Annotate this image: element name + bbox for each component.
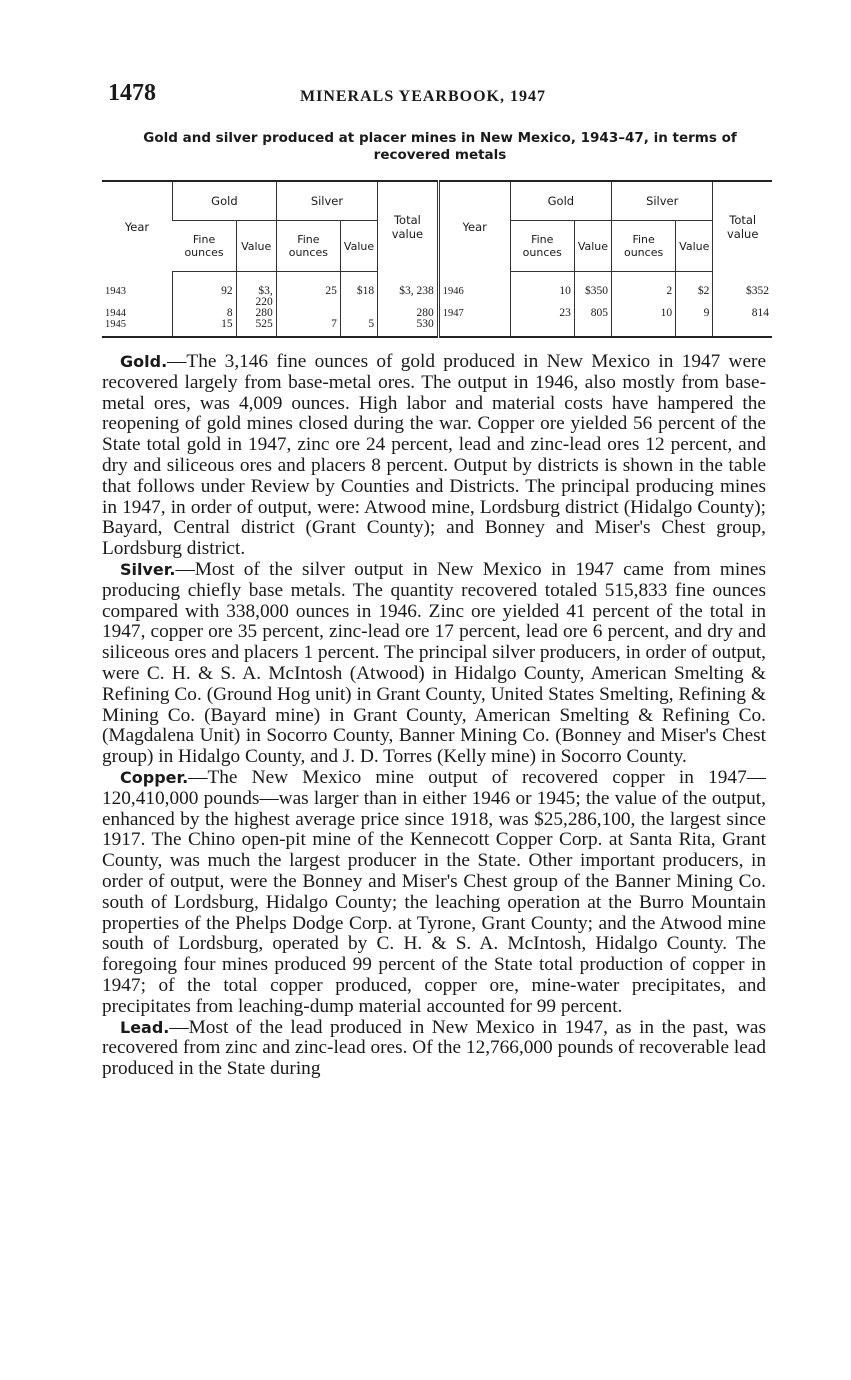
gold-fine-ounces-header: Fine ounces <box>173 221 237 272</box>
total-value-cell: $352 <box>713 272 772 309</box>
silver-value-cell: $18 <box>340 272 377 309</box>
total-value-cell: 280 <box>378 308 439 319</box>
year-cell: 1946 <box>438 272 510 309</box>
year-header: Year <box>102 181 173 272</box>
silver-fine-cell: 2 <box>612 272 676 309</box>
gold-fine-cell: 8 <box>173 308 237 319</box>
silver-fine-ounces-header-right: Fine ounces <box>612 221 676 272</box>
empty-cell <box>510 319 574 337</box>
table-title-line-2: recovered metals <box>373 147 507 163</box>
gold-header: Gold <box>173 181 277 221</box>
silver-value-cell: 5 <box>340 319 377 337</box>
empty-cell <box>612 319 676 337</box>
gold-value-header: Value <box>236 221 276 272</box>
year-cell <box>438 319 510 337</box>
total-value-header: Total value <box>378 181 439 272</box>
silver-fine-ounces-header: Fine ounces <box>276 221 340 272</box>
copper-heading: Copper. <box>120 767 189 787</box>
page-number: 1478 <box>108 80 156 106</box>
year-header-right: Year <box>438 181 510 272</box>
silver-header: Silver <box>276 181 377 221</box>
copper-paragraph <box>102 768 766 1018</box>
empty-cell <box>574 319 611 337</box>
gold-value-cell: 280 <box>236 308 276 319</box>
total-value-cell: 530 <box>378 319 439 337</box>
silver-fine-cell: 10 <box>612 308 676 319</box>
year-cell: 1944 <box>105 308 126 319</box>
table-row <box>102 272 772 309</box>
year-cell: 1945 <box>102 319 173 337</box>
body-text <box>102 352 766 1080</box>
lead-paragraph <box>102 1018 766 1080</box>
gold-value-cell: $350 <box>574 272 611 309</box>
copper-text: —The New Mexico mine output of recovered copper in 1947—120,410,000 pounds—was larger than in either 1946 or 1945; the value of the output, enhanced by the highest average price since 1918, was $25,286,100, the largest since 1917. The Chino open-pit mine of the Kennecott Copper Corp. at Santa Rita, Grant County, was much the largest producer in the State. Other important producers, in order of output, were the Bonney and Miser's Chest group of the Banner Mining Co. south of Lordsburg, Hidalgo County; the leaching operation at the Burro Mountain properties of the Phelps Dodge Corp. at Tyrone, Grant County; and the Atwood mine south of Lordsburg, operated by C. H. & S. A. McIntosh, Hidalgo County. The foregoing four mines produced 99 percent of the State total production of copper in 1947; of the total copper produced, copper ore, mine-water precipitates, and precipitates from leaching-dump material accounted for 99 percent. <box>102 766 766 1017</box>
silver-fine-cell: 7 <box>276 319 340 337</box>
gold-value-header-right: Value <box>574 221 611 272</box>
empty-cell <box>676 319 713 337</box>
silver-value-header: Value <box>340 221 377 272</box>
lead-heading: Lead. <box>120 1017 170 1037</box>
table-title-line-1: Gold and silver produced at placer mines in New Mexico, 1943–47, in terms of <box>143 130 737 146</box>
running-head: MINERALS YEARBOOK, 1947 <box>300 88 546 105</box>
total-value-header-right: Total value <box>713 181 772 272</box>
gold-fine-ounces-header-right: Fine ounces <box>510 221 574 272</box>
silver-value-header-right: Value <box>676 221 713 272</box>
gold-value-cell: 525 <box>236 319 276 337</box>
silver-value-cell: 9 <box>676 308 713 319</box>
gold-fine-cell: 92 <box>173 272 237 309</box>
silver-paragraph <box>102 560 766 768</box>
silver-fine-cell: 25 <box>276 272 340 309</box>
gold-heading: Gold. <box>120 352 168 371</box>
gold-fine-cell: 10 <box>510 272 574 309</box>
table-title <box>100 130 780 164</box>
gold-value-cell: 805 <box>574 308 611 319</box>
year-cell: 1947 <box>438 308 510 319</box>
year-cell: 1943 <box>105 285 126 297</box>
empty-cell <box>713 319 772 337</box>
gold-paragraph <box>102 352 766 560</box>
total-value-cell: 814 <box>713 308 772 319</box>
table-row <box>102 319 772 337</box>
gold-text: —The 3,146 fine ounces of gold produced in New Mexico in 1947 were recovered largely from base-metal ores. The output in 1946, also mostly from base-metal ores, was 4,009 ounces. High labor and material costs have hampered the reopening of gold mines closed during the war. Copper ore yielded 56 percent of the State total gold in 1947, zinc ore 24 percent, lead and zinc-lead ores 12 percent, and dry and siliceous ores and placers 8 percent. Output by districts is shown in the table that follows under Review by Counties and Districts. The principal producing mines in 1947, in order of output, were: Atwood mine, Lordsburg district (Hidalgo County); Bayard, Central district (Grant County); and Bonney and Miser's Chest group, Lordsburg district. <box>102 351 766 560</box>
total-value-cell: $3, 238 <box>378 272 439 309</box>
silver-header-right: Silver <box>612 181 713 221</box>
gold-value-cell: $3, 220 <box>236 272 276 309</box>
table-row <box>102 308 772 319</box>
lead-text: —Most of the lead produced in New Mexico in 1947, as in the past, was recovered from zinc and zinc-lead ores. Of the 12,766,000 pounds of recoverable lead produced in the State during <box>102 1016 766 1080</box>
silver-heading: Silver. <box>120 559 176 579</box>
silver-text: —Most of the silver output in New Mexico in 1947 came from mines producing chiefly base metals. The quantity recovered totaled 515,833 fine ounces compared with 338,000 ounces in 1946. Zinc ore yielded 41 percent of the total in 1947, copper ore 35 percent, zinc-lead ore 17 percent, lead ore 6 percent, and dry and siliceous ores and placers 1 percent. The principal silver producers, in order of output, were C. H. & S. A. McIntosh (Atwood) in Hidalgo County, American Smelting & Refining Co. (Ground Hog unit) in Grant County, United States Smelting, Refining & Mining Co. (Bayard mine) in Grant County, American Smelting & Refining Co. (Magdalena Unit) in Socorro County, Banner Mining Co. (Bonney and Miser's Chest group) in Hidalgo County, and J. D. Torres (Kelly mine) in Socorro County. <box>102 558 766 768</box>
gold-fine-cell: 15 <box>173 319 237 337</box>
production-table <box>102 180 772 338</box>
silver-value-cell: $2 <box>676 272 713 309</box>
gold-header-right: Gold <box>510 181 611 221</box>
gold-fine-cell: 23 <box>510 308 574 319</box>
